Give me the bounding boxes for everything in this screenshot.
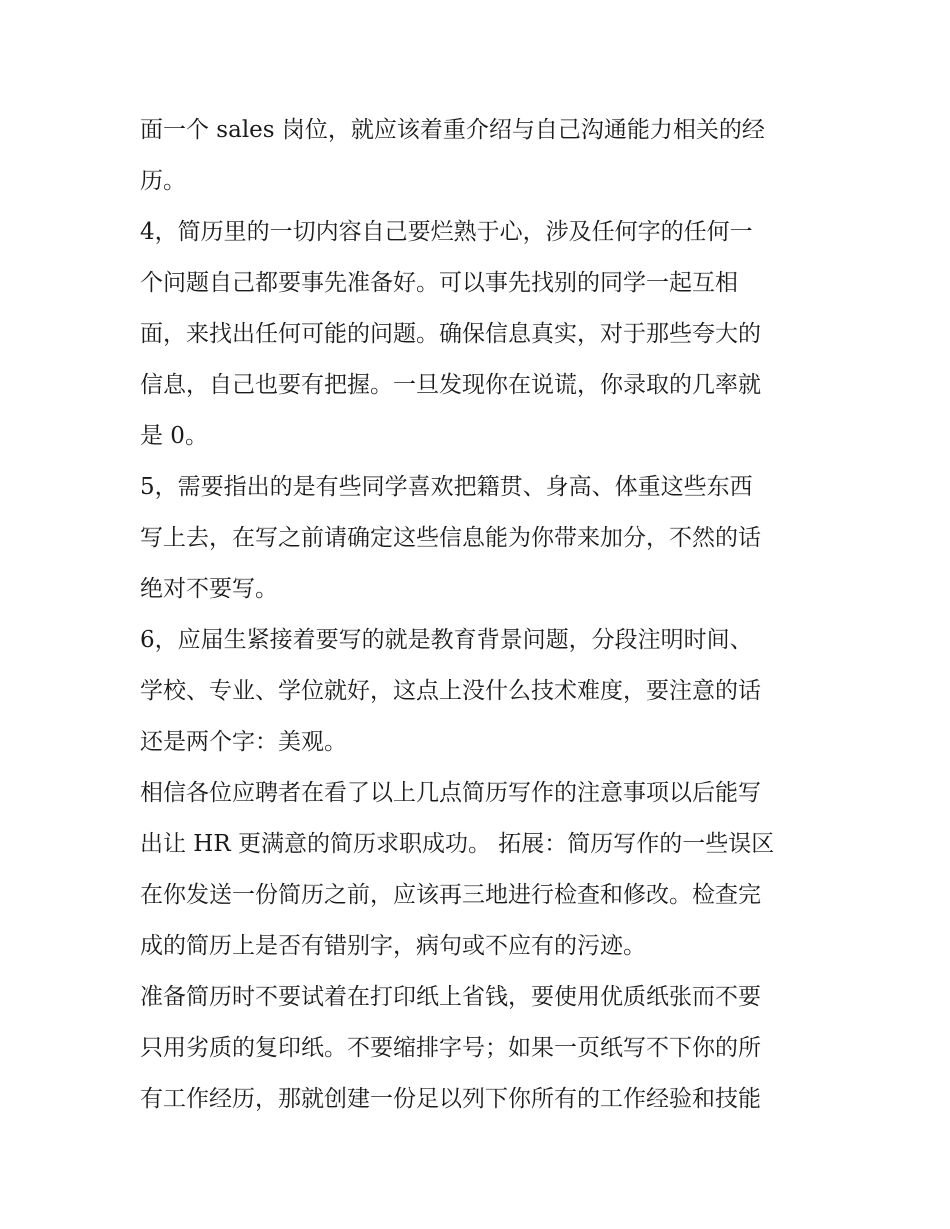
text-line: 信息，自己也要有把握。一旦发现你在说谎，你录取的几率就: [140, 372, 761, 398]
text-line: 只用劣质的复印纸。不要缩排字号；如果一页纸写不下你的所: [140, 1035, 761, 1061]
document-body: [140, 105, 820, 1125]
text-line: 个问题自己都要事先准备好。可以事先找别的同学一起互相: [140, 270, 738, 296]
text-line: 学校、专业、学位就好，这点上没什么技术难度，要注意的话: [140, 678, 761, 704]
text-line: 5，需要指出的是有些同学喜欢把籍贯、身高、体重这些东西: [140, 474, 753, 500]
text-line: 是 0。: [140, 423, 208, 449]
text-line: 写上去，在写之前请确定这些信息能为你带来加分，不然的话: [140, 525, 761, 551]
text-line: 准备简历时不要试着在打印纸上省钱，要使用优质纸张而不要: [140, 984, 761, 1010]
text-line: 历。: [140, 168, 186, 194]
text-line: 面一个 sales 岗位，就应该着重介绍与自己沟通能力相关的经: [140, 117, 765, 143]
text-line: 6，应届生紧接着要写的就是教育背景问题，分段注明时间、: [140, 627, 753, 653]
text-line: 在你发送一份简历之前，应该再三地进行检查和修改。检查完: [140, 882, 761, 908]
text-line: 出让 HR 更满意的简历求职成功。 拓展：简历写作的一些误区: [140, 831, 775, 857]
text-line: 相信各位应聘者在看了以上几点简历写作的注意事项以后能写: [140, 780, 761, 806]
text-line: 还是两个字：美观。: [140, 729, 347, 755]
text-line: 成的简历上是否有错别字，病句或不应有的污迹。: [140, 933, 646, 959]
text-line: 有工作经历，那就创建一份足以列下你所有的工作经验和技能: [140, 1086, 761, 1112]
text-line: 面，来找出任何可能的问题。确保信息真实，对于那些夸大的: [140, 321, 761, 347]
text-line: 4，简历里的一切内容自己要烂熟于心，涉及任何字的任何一: [140, 219, 753, 245]
text-line: 绝对不要写。: [140, 576, 278, 602]
